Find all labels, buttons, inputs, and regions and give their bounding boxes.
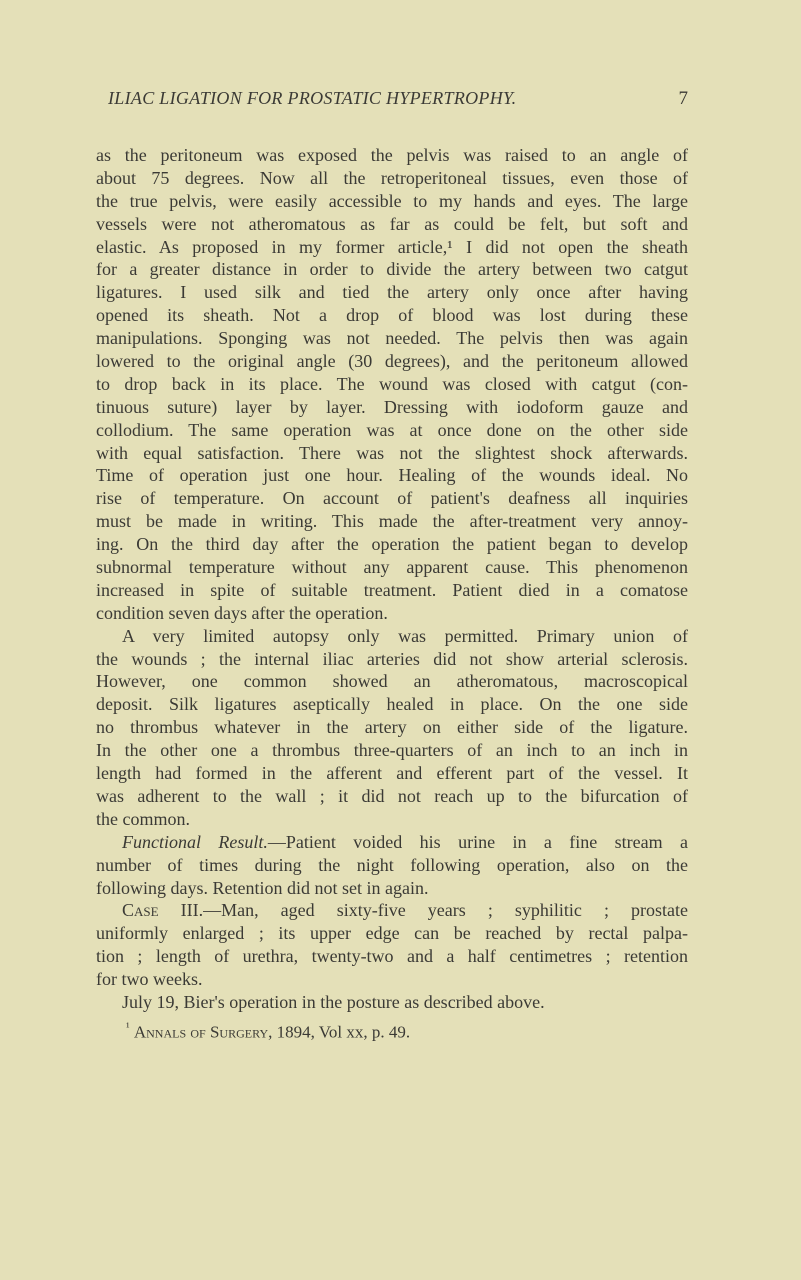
line-text: vessels were not atheromatous as far as could be felt, but soft and — [96, 213, 688, 234]
line-text: ing. On the third day after the operation the patient began to develop — [96, 534, 688, 555]
line-text: A very limited autopsy only was permitted. Primary union of — [122, 625, 688, 646]
text-line — [96, 877, 688, 900]
text-line — [96, 762, 688, 785]
text-line — [96, 602, 688, 625]
line-text: uniformly enlarged ; its upper edge can be reached by rectal palpa- — [96, 923, 688, 944]
line-text: —Patient voided his urine in a fine stream a — [267, 831, 688, 852]
text-line — [96, 190, 688, 213]
footnote-journal: Annals of Surgery — [133, 1022, 269, 1042]
footnote-marker: ¹ — [126, 1019, 130, 1034]
text-line — [96, 831, 688, 854]
running-title: ILIAC LIGATION FOR PROSTATIC HYPERTROPHY. — [108, 88, 517, 108]
line-text: subnormal temperature without any apparent cause. This phenomenon — [96, 557, 688, 578]
text-line — [96, 487, 688, 510]
line-text: opened its sheath. Not a drop of blood was lost during these — [96, 305, 688, 326]
line-text: deposit. Silk ligatures aseptically healed in place. On the one side — [96, 694, 688, 715]
line-text: condition seven days after the operation. — [96, 602, 388, 623]
text-line — [96, 716, 688, 739]
line-text: III.—Man, aged sixty-five years ; syphilitic ; prostate — [158, 900, 688, 921]
line-text: number of times during the night following operation, also on the — [96, 854, 688, 875]
line-text: the true pelvis, were easily accessible to my hands and eyes. The large — [96, 190, 688, 211]
text-line — [96, 236, 688, 259]
text-line — [96, 556, 688, 579]
line-text: tinuous suture) layer by layer. Dressing with iodoform gauze and — [96, 396, 688, 417]
line-text: for a greater distance in order to divide the artery between two catgut — [96, 259, 688, 280]
text-line — [96, 808, 688, 831]
text-line — [96, 785, 688, 808]
text-line — [96, 350, 688, 373]
footnote-text: , 1894, Vol xx, p. 49. — [268, 1022, 411, 1042]
italic-heading: Functional Result. — [122, 831, 268, 852]
text-line — [96, 899, 688, 922]
line-text: However, one common showed an atheromatous, macroscopical — [96, 671, 688, 692]
text-line — [96, 464, 688, 487]
line-text: was adherent to the wall ; it did not reach up to the bifurcation of — [96, 785, 688, 806]
line-text: collodium. The same operation was at once done on the other side — [96, 419, 688, 440]
case-label: Case — [122, 900, 159, 921]
text-line — [96, 854, 688, 877]
text-line — [96, 945, 688, 968]
line-text: rise of temperature. On account of patient's deafness all inquiries — [96, 488, 688, 509]
line-text: July 19, Bier's operation in the posture as described above. — [122, 991, 545, 1012]
line-text: to drop back in its place. The wound was closed with catgut (con- — [96, 373, 688, 394]
text-line — [96, 510, 688, 533]
text-line — [96, 991, 688, 1014]
text-line — [96, 693, 688, 716]
text-line — [96, 419, 688, 442]
text-line — [96, 213, 688, 236]
text-line — [96, 167, 688, 190]
text-line — [96, 739, 688, 762]
line-text: In the other one a thrombus three-quarters of an inch to an inch in — [96, 740, 688, 761]
line-text: with equal satisfaction. There was not the slightest shock afterwards. — [96, 442, 688, 463]
line-text: length had formed in the afferent and efferent part of the vessel. It — [96, 763, 688, 784]
line-text: elastic. As proposed in my former article,¹ I did not open the sheath — [96, 236, 688, 257]
text-line — [96, 281, 688, 304]
line-text: must be made in writing. This made the after-treatment very annoy- — [96, 511, 688, 532]
line-text: as the peritoneum was exposed the pelvis was raised to an angle of — [96, 145, 688, 165]
footnote — [96, 1016, 688, 1044]
text-line — [96, 327, 688, 350]
text-line — [96, 922, 688, 945]
line-text: the wounds ; the internal iliac arteries did not show arterial sclerosis. — [96, 648, 688, 669]
line-text: for two weeks. — [96, 969, 203, 990]
text-line — [96, 373, 688, 396]
text-line — [96, 258, 688, 281]
line-text: no thrombus whatever in the artery on either side of the ligature. — [96, 717, 688, 738]
text-line — [96, 670, 688, 693]
page-number: 7 — [678, 88, 688, 109]
line-text: following days. Retention did not set in again. — [96, 877, 429, 898]
body-text — [96, 144, 688, 1014]
line-text: manipulations. Sponging was not needed. The pelvis then was again — [96, 328, 688, 349]
text-line — [96, 533, 688, 556]
text-line — [96, 625, 688, 648]
text-line — [96, 579, 688, 602]
text-line — [96, 144, 688, 167]
page-content — [96, 144, 688, 1044]
line-text: about 75 degrees. Now all the retroperitoneal tissues, even those of — [96, 167, 688, 188]
text-line — [96, 304, 688, 327]
text-line — [96, 396, 688, 419]
line-text: ligatures. I used silk and tied the artery only once after having — [96, 282, 688, 303]
text-line — [96, 442, 688, 465]
line-text: increased in spite of suitable treatment. Patient died in a comatose — [96, 579, 688, 600]
text-line — [96, 648, 688, 671]
line-text: lowered to the original angle (30 degrees), and the peritoneum allowed — [96, 351, 688, 372]
text-line — [96, 968, 688, 991]
line-text: Time of operation just one hour. Healing of the wounds ideal. No — [96, 465, 688, 486]
running-header — [108, 88, 688, 112]
line-text: the common. — [96, 808, 190, 829]
line-text: tion ; length of urethra, twenty-two and a half centimetres ; retention — [96, 946, 688, 967]
